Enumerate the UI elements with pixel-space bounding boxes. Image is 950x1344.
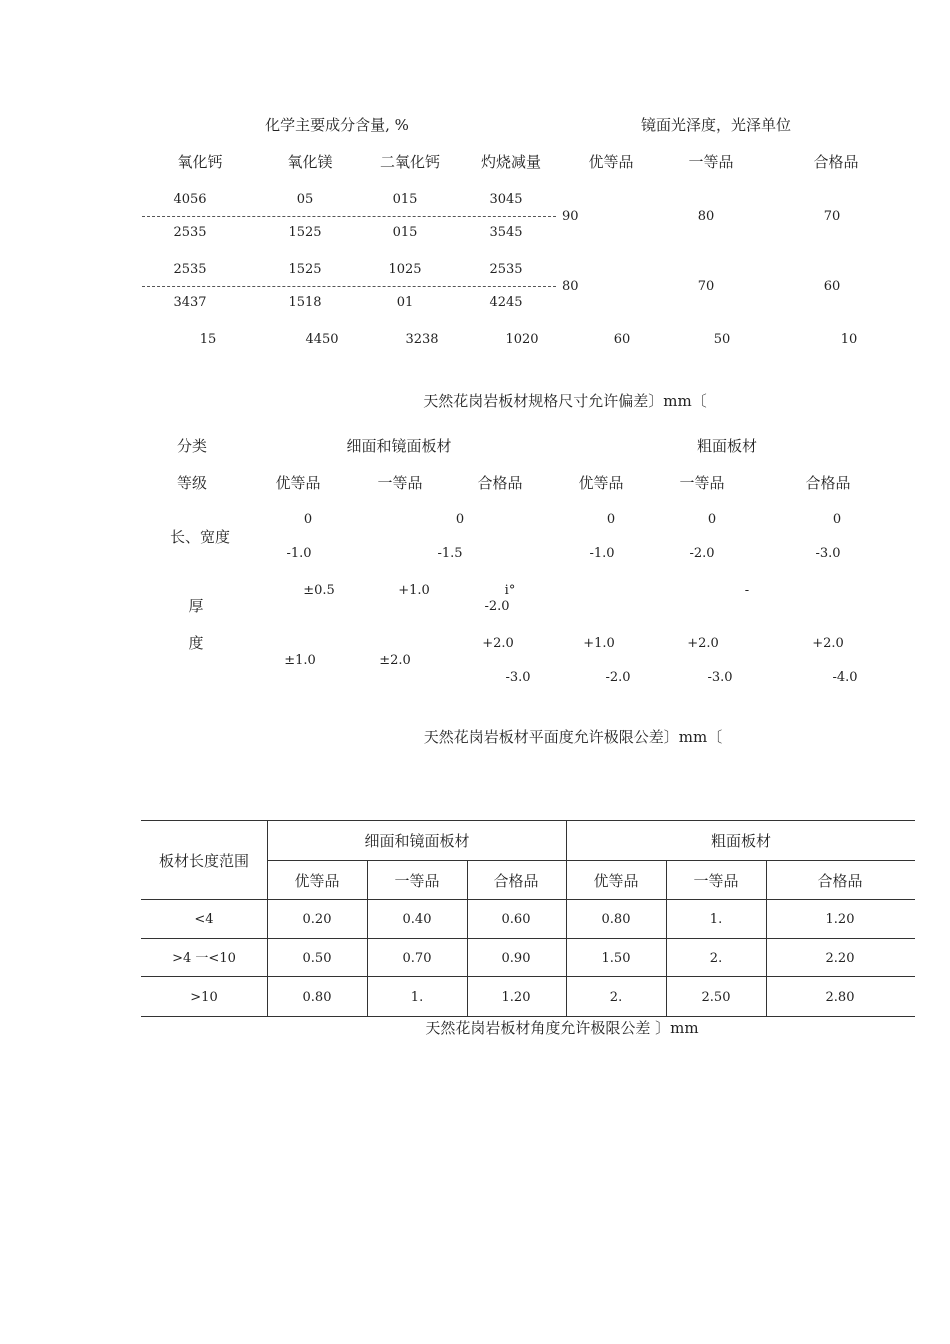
header-grade: 等级 — [176, 474, 208, 492]
thickness-c-lower-2: -2.0 — [605, 670, 631, 685]
gloss-group-1-first: 80 — [697, 209, 715, 224]
header-gloss-premium: 优等品 — [588, 153, 634, 171]
chem-row-4-cao: 3437 — [173, 295, 207, 310]
chem-row-3-loss: 2535 — [489, 262, 523, 277]
chem-row-3-sio2: 1025 — [388, 262, 422, 277]
length-upper-rough-qualified: 0 — [832, 512, 842, 527]
thickness-c-lower-1: -3.0 — [505, 670, 531, 685]
chem-row-2-loss: 3545 — [489, 225, 523, 240]
thickness-c-upper-2: +1.0 — [583, 636, 615, 651]
table-row-2-value: 2. — [709, 951, 723, 966]
table-row-3-value: 1. — [410, 990, 424, 1005]
table-header-fine-mirror: 细面和镜面板材 — [364, 832, 470, 850]
table-row-1-range: <4 — [194, 912, 214, 927]
thickness-value-b-1: ±1.0 — [284, 653, 316, 668]
table-row-1-value: 0.80 — [601, 912, 631, 927]
thickness-value-a-3: i° — [504, 583, 516, 598]
table-col-rule-1 — [267, 820, 268, 1016]
table-row-3-value: 2. — [609, 990, 623, 1005]
table-row-3-value: 2.80 — [825, 990, 855, 1005]
table-col-rule-4 — [566, 820, 567, 1016]
chem-row-2-sio2: 015 — [392, 225, 418, 240]
table-row-2-value: 0.70 — [402, 951, 432, 966]
gloss-group-1-qualified: 70 — [823, 209, 841, 224]
length-lower-rough-premium: -1.0 — [589, 546, 615, 561]
thickness-value-a-5: - — [744, 583, 750, 598]
group-divider-2 — [142, 286, 556, 287]
table-col-rule-2 — [367, 860, 368, 1016]
length-upper-rough-first: 0 — [707, 512, 717, 527]
header-gloss-first: 一等品 — [688, 153, 734, 171]
chem-row-1-loss: 3045 — [489, 192, 523, 207]
thickness-c-upper-4: +2.0 — [812, 636, 844, 651]
table-row-2-value: 0.90 — [501, 951, 531, 966]
table-col-rule-3 — [467, 860, 468, 1016]
grade-fine-qualified: 合格品 — [477, 474, 523, 492]
table-row-2-value: 2.20 — [825, 951, 855, 966]
header-loss-on-ignition: 灼烧减量 — [480, 153, 542, 171]
table-col-rule-6 — [766, 860, 767, 1016]
chem-row-5-gloss-premium: 60 — [613, 332, 631, 347]
table-grade-fine-qualified: 合格品 — [493, 872, 539, 890]
length-lower-fine-premium: -1.0 — [286, 546, 312, 561]
row-length-width-label: 长、宽度 — [169, 528, 231, 546]
chem-row-4-loss: 4245 — [489, 295, 523, 310]
table-grade-fine-premium: 优等品 — [294, 872, 340, 890]
flatness-tolerance-title: 天然花岗岩板材平面度允许极限公差〕mm〔 — [423, 728, 723, 746]
header-sio2: 二氧化钙 — [379, 153, 441, 171]
table-grade-fine-first: 一等品 — [394, 872, 440, 890]
chem-row-5-sio2: 3238 — [405, 332, 439, 347]
table-row-1-value: 1.20 — [825, 912, 855, 927]
chem-row-5-mgo: 4450 — [305, 332, 339, 347]
chem-row-1-cao: 4056 — [173, 192, 207, 207]
grade-rough-premium: 优等品 — [578, 474, 624, 492]
thickness-c-upper-1: +2.0 — [482, 636, 514, 651]
table-row-1-value: 1. — [709, 912, 723, 927]
thickness-value-a-4: -2.0 — [484, 599, 510, 614]
thickness-value-b-2: ±2.0 — [379, 653, 411, 668]
chem-row-1-mgo: 05 — [296, 192, 314, 207]
chem-row-5-cao: 15 — [199, 332, 217, 347]
table-row-1-value: 0.20 — [302, 912, 332, 927]
length-lower-rough-qualified: -3.0 — [815, 546, 841, 561]
table-rule-header-split — [267, 860, 915, 861]
chem-row-5-loss: 1020 — [505, 332, 539, 347]
chem-row-4-sio2: 01 — [396, 295, 414, 310]
chemical-composition-title: 化学主要成分含量, % — [265, 116, 409, 134]
grade-fine-first: 一等品 — [377, 474, 423, 492]
table-grade-rough-qualified: 合格品 — [817, 872, 863, 890]
chem-row-5-gloss-qualified: 10 — [840, 332, 858, 347]
thickness-c-lower-4: -4.0 — [832, 670, 858, 685]
grade-rough-qualified: 合格品 — [805, 474, 851, 492]
header-gloss-qualified: 合格品 — [813, 153, 859, 171]
chem-row-3-mgo: 1525 — [288, 262, 322, 277]
table-header-length-range: 板材长度范围 — [158, 852, 250, 870]
table-row-3-range: >10 — [190, 990, 218, 1005]
length-upper-fine-premium: 0 — [303, 512, 313, 527]
table-rule-row-1 — [141, 938, 915, 939]
gloss-title: 镜面光泽度，光泽单位 — [640, 116, 792, 134]
group-divider-1 — [142, 216, 556, 217]
length-upper-rough-premium: 0 — [606, 512, 616, 527]
table-rule-top — [141, 820, 915, 821]
table-row-2-value: 1.50 — [601, 951, 631, 966]
table-row-3-value: 2.50 — [701, 990, 731, 1005]
grade-rough-first: 一等品 — [679, 474, 725, 492]
header-rough: 粗面板材 — [696, 437, 758, 455]
header-cao: 氧化钙 — [177, 153, 223, 171]
chem-row-3-cao: 2535 — [173, 262, 207, 277]
chem-row-2-cao: 2535 — [173, 225, 207, 240]
chem-row-2-mgo: 1525 — [288, 225, 322, 240]
angle-tolerance-title: 天然花岗岩板材角度允许极限公差 〕mm — [425, 1019, 699, 1037]
size-tolerance-title: 天然花岗岩板材规格尺寸允许偏差〕mm〔 — [423, 392, 707, 410]
table-row-1-value: 0.60 — [501, 912, 531, 927]
row-thickness-label-2: 度 — [188, 634, 204, 652]
gloss-group-1-premium: 90 — [562, 209, 579, 224]
thickness-c-lower-3: -3.0 — [707, 670, 733, 685]
table-row-3-value: 0.80 — [302, 990, 332, 1005]
table-col-rule-5 — [666, 860, 667, 1016]
table-rule-bottom — [141, 1016, 915, 1017]
row-thickness-label-1: 厚 — [188, 597, 204, 615]
table-header-rough: 粗面板材 — [710, 832, 772, 850]
chem-row-4-mgo: 1518 — [288, 295, 322, 310]
header-mgo: 氧化镁 — [287, 153, 333, 171]
thickness-value-a-2: +1.0 — [398, 583, 430, 598]
table-row-2-range: >4 一<10 — [172, 951, 236, 966]
length-upper-fine-qualified: 0 — [455, 512, 465, 527]
length-lower-rough-first: -2.0 — [689, 546, 715, 561]
header-fine-mirror: 细面和镜面板材 — [346, 437, 452, 455]
gloss-group-2-qualified: 60 — [823, 279, 841, 294]
thickness-value-a-1: ±0.5 — [303, 583, 335, 598]
thickness-c-upper-3: +2.0 — [687, 636, 719, 651]
table-grade-rough-first: 一等品 — [693, 872, 739, 890]
gloss-group-2-premium: 80 — [562, 279, 579, 294]
table-row-1-value: 0.40 — [402, 912, 432, 927]
table-rule-row-2 — [141, 976, 915, 977]
header-class: 分类 — [176, 437, 208, 455]
table-rule-header-bottom — [141, 899, 915, 900]
chem-row-5-gloss-first: 50 — [713, 332, 731, 347]
chem-row-1-sio2: 015 — [392, 192, 418, 207]
gloss-group-2-first: 70 — [697, 279, 715, 294]
length-lower-fine-qualified: -1.5 — [437, 546, 463, 561]
table-grade-rough-premium: 优等品 — [593, 872, 639, 890]
table-row-3-value: 1.20 — [501, 990, 531, 1005]
table-row-2-value: 0.50 — [302, 951, 332, 966]
grade-fine-premium: 优等品 — [275, 474, 321, 492]
